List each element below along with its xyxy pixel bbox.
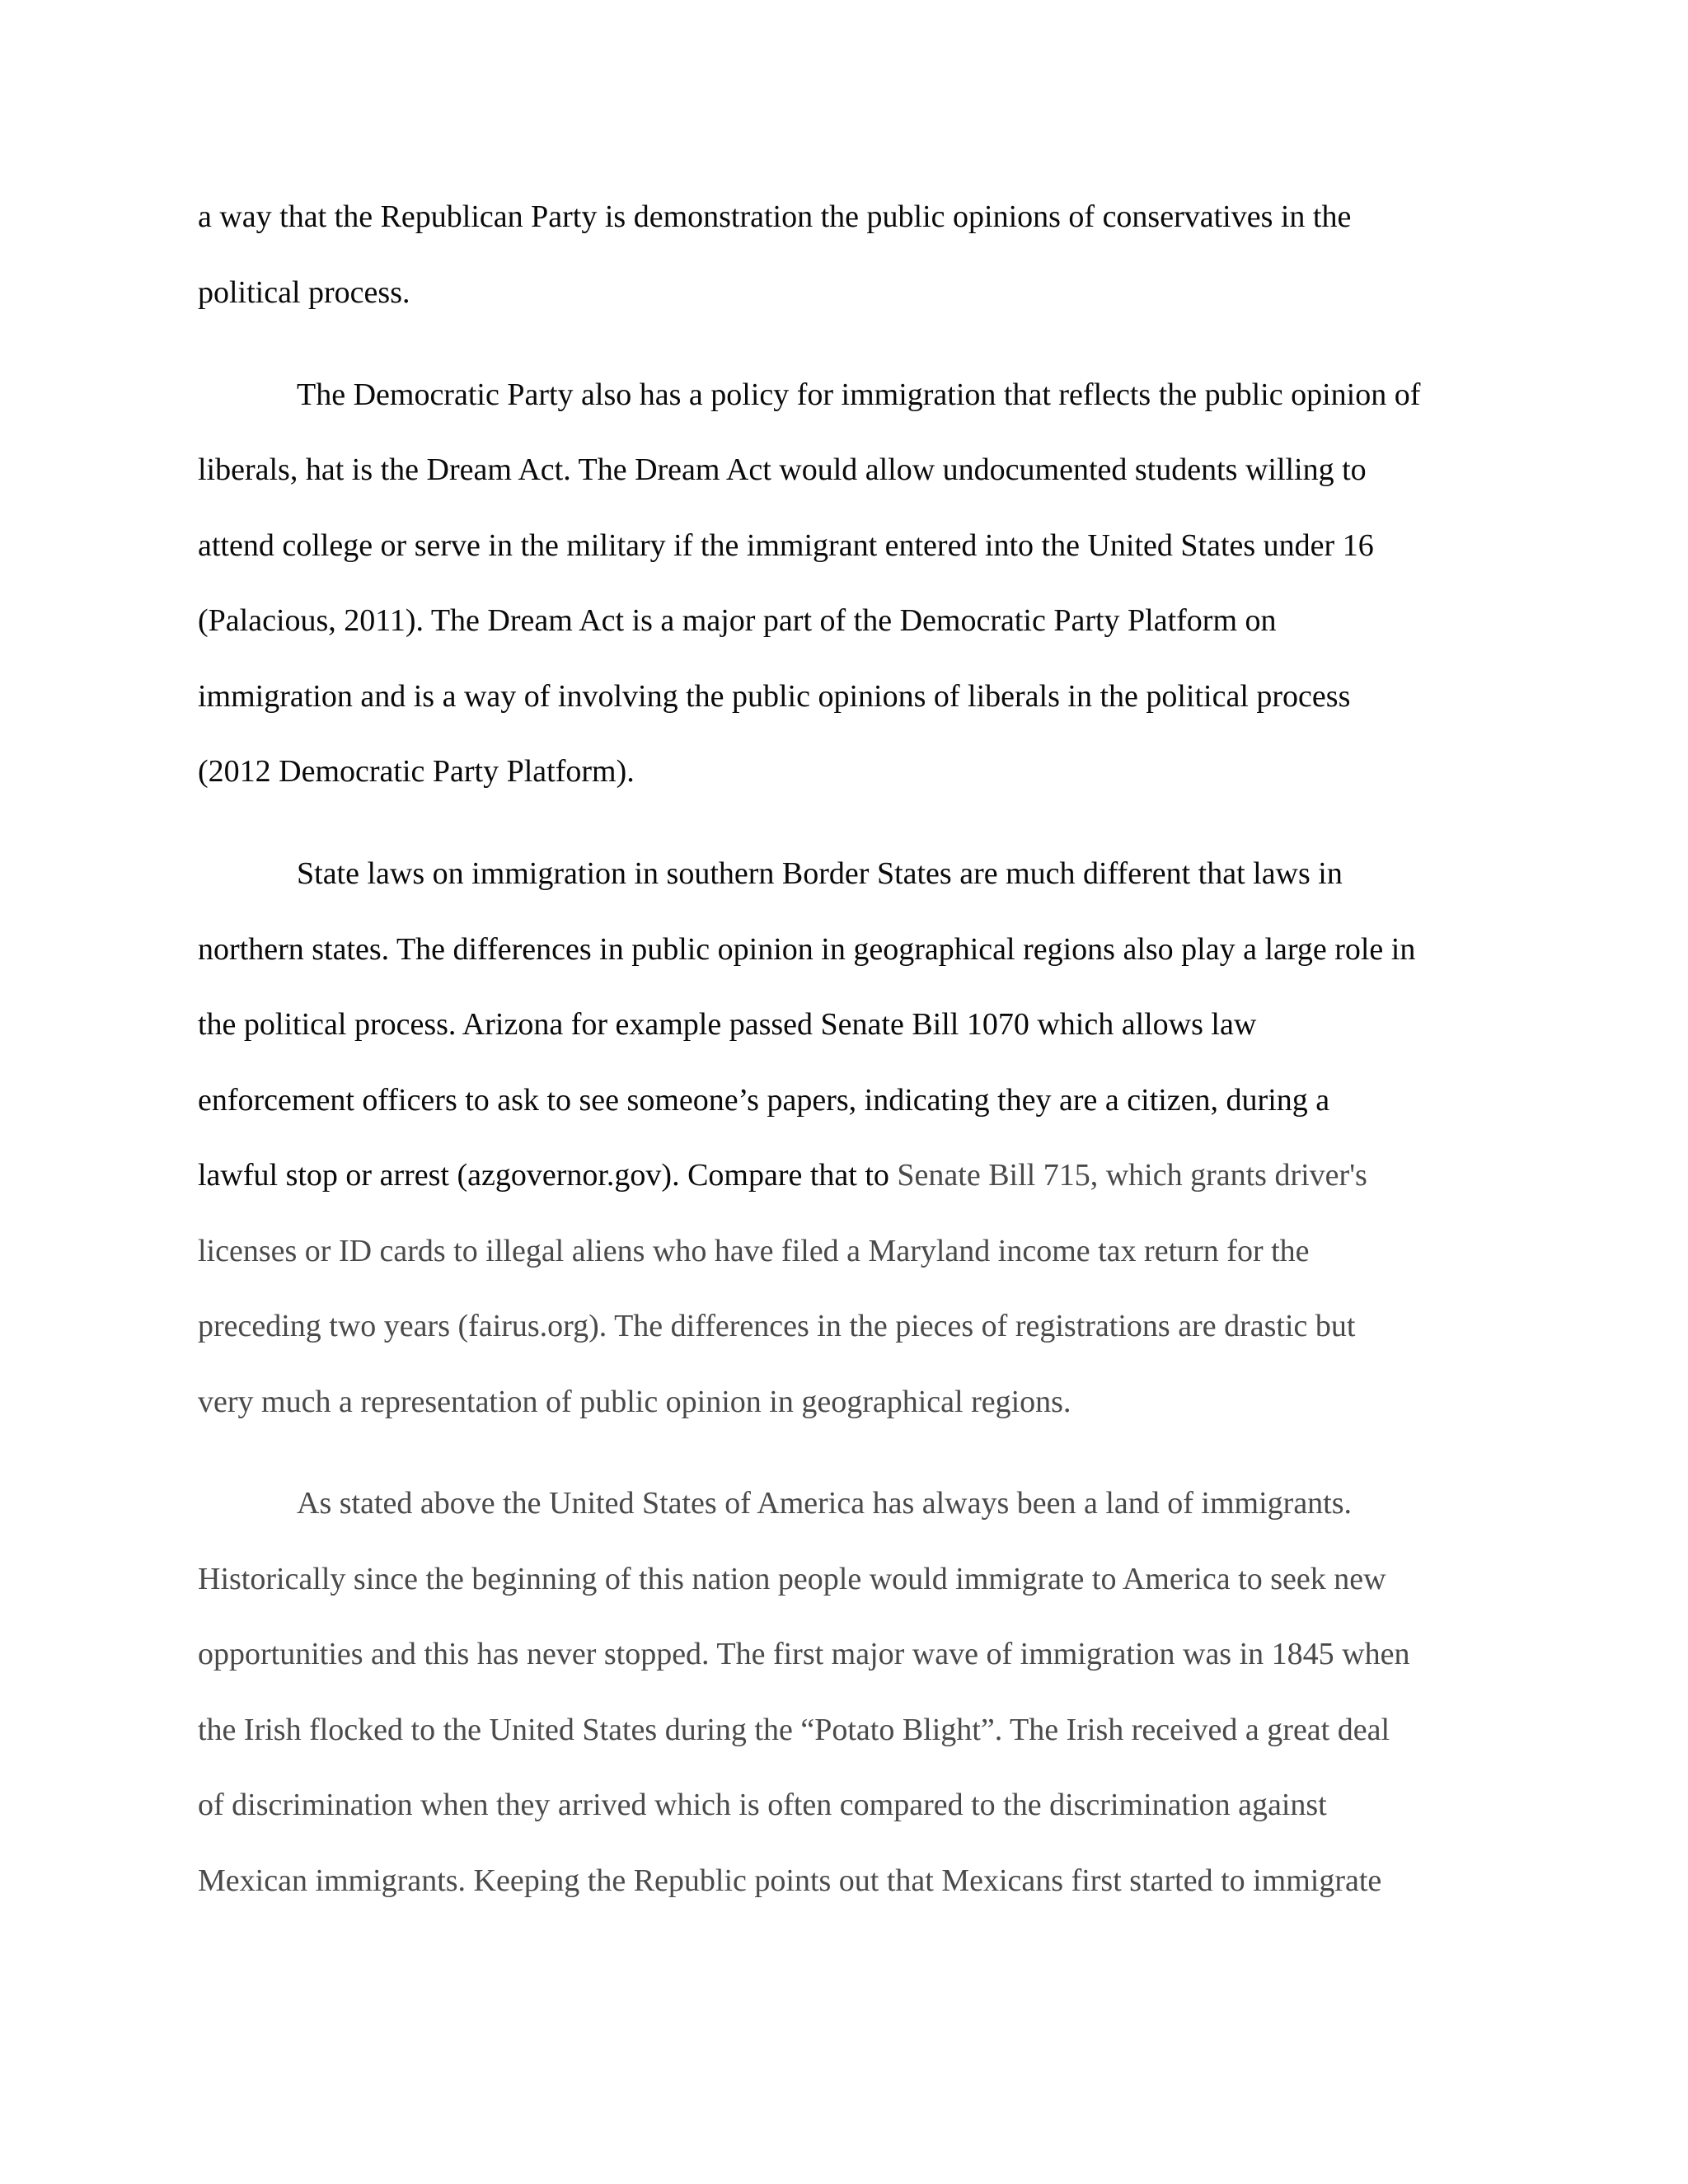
paragraph-line: Mexican immigrants. Keeping the Republic points out that Mexicans first started to immigrate	[198, 1863, 1382, 1898]
paragraph-line: preceding two years (fairus.org). The differences in the pieces of registrations are drastic but	[198, 1309, 1356, 1343]
paragraph-line	[198, 1160, 1367, 1191]
line-segment-dark: lawful stop or arrest (azgovernor.gov). Compare that to	[198, 1158, 898, 1193]
paragraph-line: immigration and is a way of involving the public opinions of liberals in the political process	[198, 679, 1351, 714]
paragraph-line: State laws on immigration in southern Border States are much different that laws in	[297, 856, 1343, 891]
paragraph-line: The Democratic Party also has a policy for immigration that reflects the public opinion of	[297, 377, 1421, 412]
line-segment-gray: Senate Bill 715, which grants driver's	[897, 1158, 1367, 1193]
paragraph-line: Historically since the beginning of this nation people would immigrate to America to seek new	[198, 1562, 1386, 1596]
paragraph-line: As stated above the United States of America has always been a land of immigrants.	[297, 1486, 1353, 1521]
paragraph-line: political process.	[198, 275, 410, 310]
paragraph-line: attend college or serve in the military if the immigrant entered into the United States under 16	[198, 528, 1374, 563]
paragraph-line: the political process. Arizona for example passed Senate Bill 1070 which allows law	[198, 1007, 1257, 1042]
paragraph-line: of discrimination when they arrived which is often compared to the discrimination against	[198, 1788, 1327, 1822]
paragraph-line: licenses or ID cards to illegal aliens who have filed a Maryland income tax return for the	[198, 1234, 1310, 1268]
paragraph-line: very much a representation of public opinion in geographical regions.	[198, 1385, 1071, 1419]
paragraph-line: northern states. The differences in public opinion in geographical regions also play a large role in	[198, 932, 1416, 967]
paragraph-line: (2012 Democratic Party Platform).	[198, 754, 635, 789]
paragraph-line: the Irish flocked to the United States during the “Potato Blight”. The Irish received a great deal	[198, 1713, 1390, 1747]
paragraph-line: enforcement officers to ask to see someone’s papers, indicating they are a citizen, during a	[198, 1083, 1330, 1118]
paragraph-line: liberals, hat is the Dream Act. The Dream Act would allow undocumented students willing to	[198, 452, 1367, 487]
paragraph-line: a way that the Republican Party is demonstration the public opinions of conservatives in the	[198, 199, 1352, 234]
paragraph-line: (Palacious, 2011). The Dream Act is a major part of the Democratic Party Platform on	[198, 603, 1277, 638]
paragraph-line: opportunities and this has never stopped. The first major wave of immigration was in 1845 when	[198, 1637, 1410, 1671]
